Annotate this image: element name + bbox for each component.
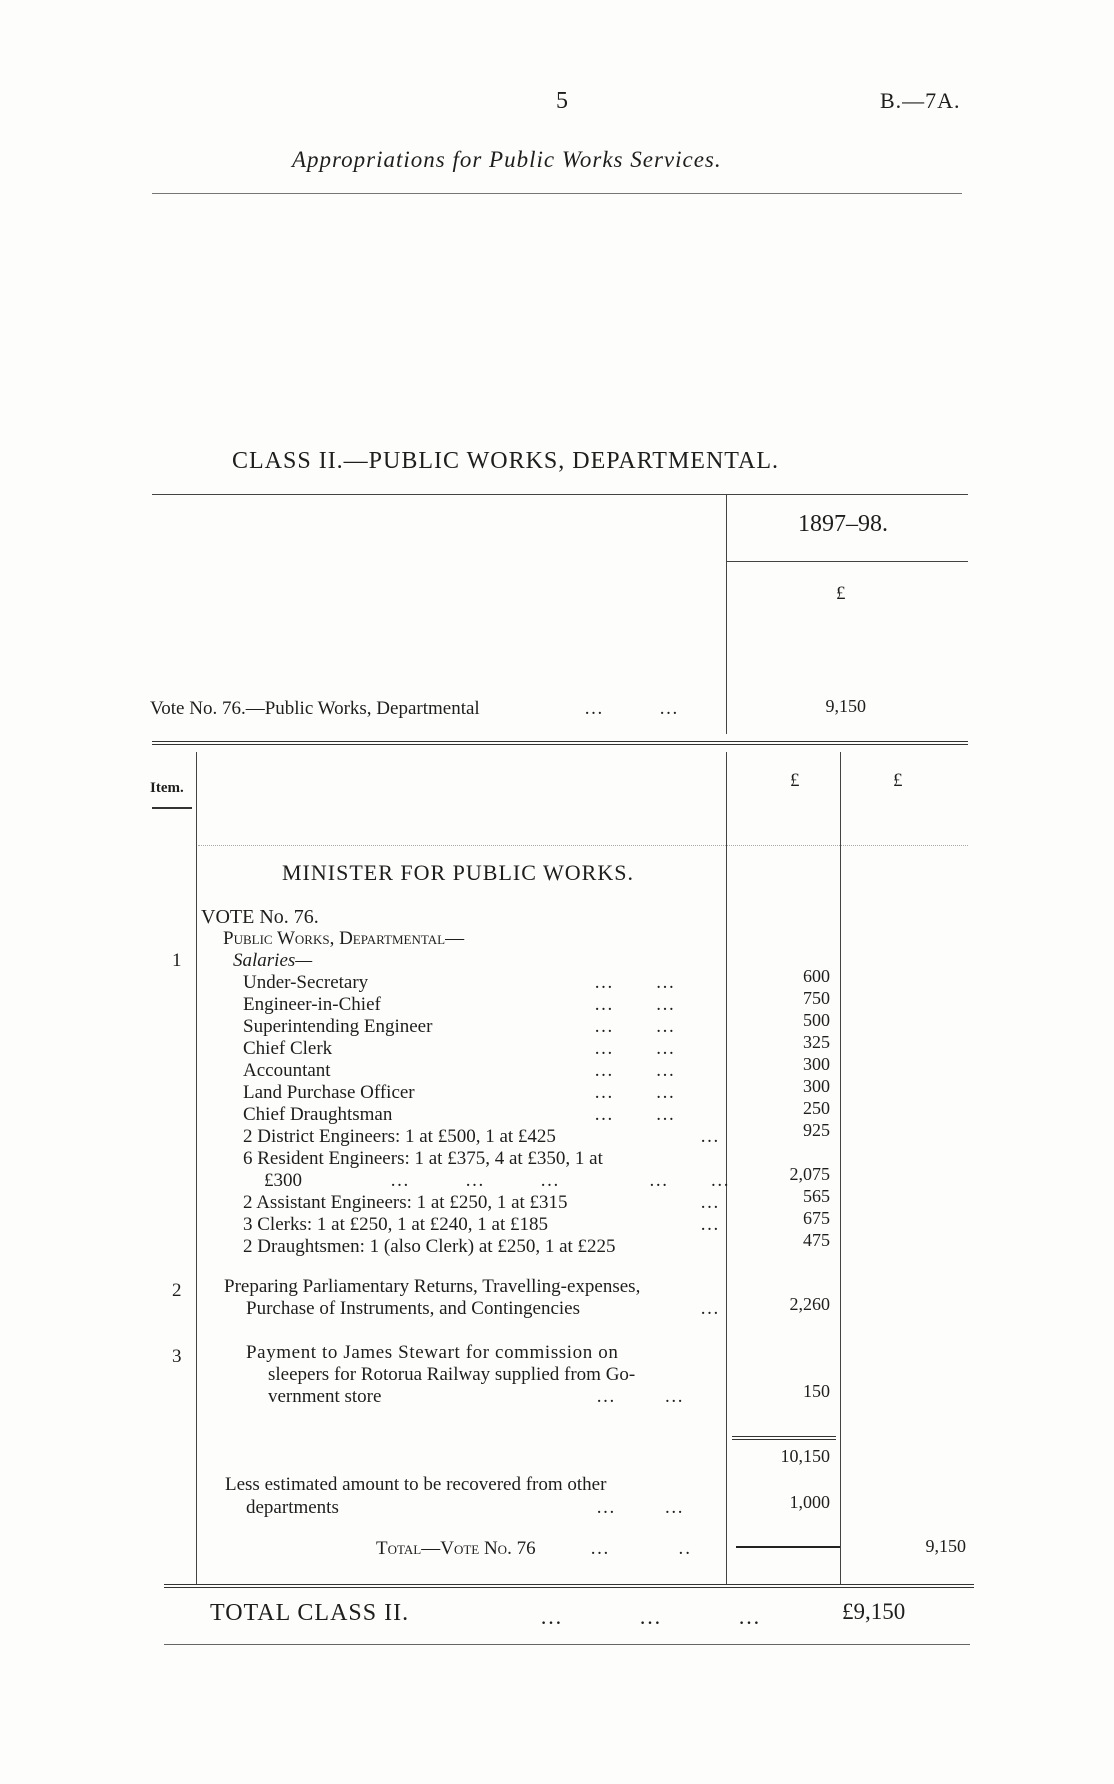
- vote-heading: VOTE No. 76.: [201, 906, 319, 928]
- salaries-heading: Salaries—: [233, 950, 313, 971]
- leader-dots: … …: [594, 1038, 677, 1059]
- subtotal-amount: 10,150: [780, 1446, 830, 1466]
- salary-label: 6 Resident Engineers: 1 at £375, 4 at £350, 1 at: [243, 1148, 603, 1169]
- salary-amount: 325: [803, 1032, 830, 1052]
- table-bottom-rule: [164, 1584, 974, 1588]
- class-title: CLASS II.—PUBLIC WORKS, DEPARTMENTAL.: [232, 448, 780, 474]
- salary-amount: 475: [803, 1230, 830, 1250]
- department-heading: Public Works, Departmental—: [223, 928, 465, 949]
- salary-amount: 2,075: [789, 1164, 830, 1184]
- summary-column-divider: [726, 494, 727, 734]
- salary-label: 3 Clerks: 1 at £250, 1 at £240, 1 at £185: [243, 1214, 549, 1235]
- total-vote-amount: 9,150: [925, 1536, 966, 1556]
- leader-dots: … … …: [540, 1604, 762, 1629]
- item-2-amount: 2,260: [789, 1294, 830, 1314]
- item-column-divider: [196, 752, 197, 1584]
- less-recovered-amount: 1,000: [789, 1492, 830, 1512]
- salary-label-continuation: £300: [264, 1170, 302, 1191]
- leader-dots: … … … … …: [390, 1170, 732, 1191]
- leader-dots: …: [700, 1126, 721, 1147]
- header-rule: [152, 193, 962, 194]
- leader-dots: … …: [594, 1060, 677, 1081]
- item-column-header: Item.: [150, 780, 184, 796]
- document-reference: B.—7A.: [880, 88, 961, 113]
- salary-label: Engineer-in-Chief: [243, 994, 381, 1015]
- summary-year: 1897–98.: [798, 511, 888, 537]
- summary-vote-label: Vote No. 76.—Public Works, Departmental: [150, 698, 480, 719]
- summary-top-rule: [152, 494, 968, 495]
- column1-currency: £: [790, 770, 800, 791]
- salary-label: Chief Draughtsman: [243, 1104, 393, 1125]
- page-subtitle: Appropriations for Public Works Services.: [292, 147, 722, 172]
- salary-label: Superintending Engineer: [243, 1016, 433, 1037]
- salary-amount: 600: [803, 966, 830, 986]
- salary-amount: 925: [803, 1120, 830, 1140]
- total-class-label: TOTAL CLASS II.: [210, 1600, 410, 1626]
- column2-currency: £: [893, 770, 903, 791]
- leader-dots: …: [700, 1214, 721, 1235]
- leader-dots: … …: [596, 1497, 686, 1518]
- item-1-number: 1: [172, 950, 182, 971]
- leader-dots: … …: [594, 972, 677, 993]
- salary-label: 2 Assistant Engineers: 1 at £250, 1 at £315: [243, 1192, 568, 1213]
- footer-rule: [164, 1644, 970, 1645]
- summary-vote-amount: 9,150: [825, 696, 866, 716]
- total-vote-label: Total—Vote No. 76: [376, 1538, 536, 1559]
- salary-label: Accountant: [243, 1060, 331, 1081]
- amount-column-divider-1: [726, 752, 727, 1584]
- minister-heading: MINISTER FOR PUBLIC WORKS.: [282, 860, 634, 885]
- salary-label: Chief Clerk: [243, 1038, 333, 1059]
- salary-amount: 300: [803, 1076, 830, 1096]
- leader-dots: … …: [594, 994, 677, 1015]
- salary-amount: 750: [803, 988, 830, 1008]
- total-class-amount: £9,150: [842, 1599, 906, 1624]
- leader-dots: … …: [594, 1016, 677, 1037]
- summary-bottom-rule: [152, 741, 968, 745]
- item-header-rule: [152, 807, 192, 809]
- subtotal-rule: [732, 1436, 836, 1440]
- amount-column-divider-2: [840, 752, 841, 1584]
- item-3-number: 3: [172, 1346, 182, 1367]
- item-3-description-continuation: vernment store: [268, 1386, 382, 1407]
- page-number: 5: [556, 88, 568, 114]
- item-3-amount: 150: [803, 1381, 830, 1401]
- summary-year-rule: [726, 561, 968, 562]
- salary-label: 2 District Engineers: 1 at £500, 1 at £425: [243, 1126, 556, 1147]
- less-recovered-label: Less estimated amount to be recovered from other: [225, 1474, 607, 1495]
- leader-dots: … …: [594, 1082, 677, 1103]
- summary-currency: £: [836, 583, 846, 604]
- leader-dots: …: [700, 1298, 721, 1319]
- leader-dots: … ..: [590, 1538, 692, 1559]
- salary-amount: 565: [803, 1186, 830, 1206]
- less-recovered-label-continuation: departments: [246, 1497, 339, 1518]
- salary-amount: 500: [803, 1010, 830, 1030]
- header-dotted-rule: [198, 845, 968, 846]
- leader-dots: …: [700, 1192, 721, 1213]
- salary-amount: 675: [803, 1208, 830, 1228]
- item-2-number: 2: [172, 1280, 182, 1301]
- salary-amount: 300: [803, 1054, 830, 1074]
- item-3-description: Payment to James Stewart for commission on: [246, 1342, 619, 1363]
- salary-label: 2 Draughtsmen: 1 (also Clerk) at £250, 1 at £225: [243, 1236, 616, 1257]
- salary-label: Under-Secretary: [243, 972, 369, 993]
- salary-amount: 250: [803, 1098, 830, 1118]
- salary-label: Land Purchase Officer: [243, 1082, 415, 1103]
- item-2-description: Preparing Parliamentary Returns, Travelling-expenses,: [224, 1276, 641, 1297]
- total-vote-rule: [736, 1546, 840, 1548]
- item-2-description-continuation: Purchase of Instruments, and Contingencies: [246, 1298, 581, 1319]
- summary-leader-dots: … …: [584, 698, 680, 719]
- leader-dots: … …: [594, 1104, 677, 1125]
- leader-dots: … …: [596, 1386, 686, 1407]
- item-3-description-continuation: sleepers for Rotorua Railway supplied from Go-: [268, 1364, 636, 1385]
